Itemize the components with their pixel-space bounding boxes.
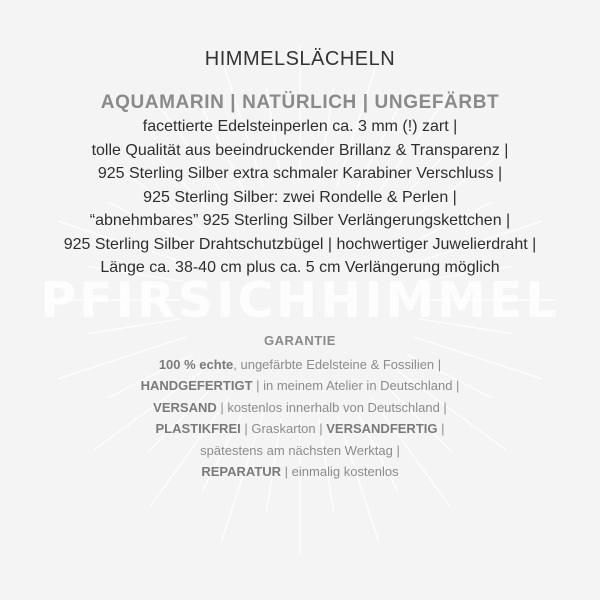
guarantee-title: GARANTIE <box>264 333 336 348</box>
guarantee-keyword: 100 % echte <box>158 356 234 372</box>
guarantee-keyword: REPARATUR <box>201 464 282 479</box>
product-description <box>0 92 600 280</box>
guarantee-text: | einmalig kostenlos <box>281 464 399 479</box>
guarantee-text: | Graskarton | <box>240 421 327 436</box>
guarantee-line <box>0 461 600 483</box>
guarantee-section <box>0 330 600 483</box>
guarantee-keyword: VERSANDFERTIG <box>326 421 438 436</box>
description-line: tolle Qualität aus beeindruckender Brillanz & Transparenz | <box>91 141 509 159</box>
description-line: 925 Sterling Silber: zwei Rondelle & Perlen | <box>143 188 457 206</box>
guarantee-text: | <box>437 421 445 436</box>
guarantee-line <box>0 375 600 397</box>
brand-name: HIMMELSLÄCHELN <box>204 48 396 70</box>
guarantee-keyword: VERSAND <box>153 399 217 415</box>
guarantee-keyword: PLASTIKFREI <box>155 421 241 436</box>
guarantee-text: spätestens am nächsten Werktag | <box>200 442 400 458</box>
description-line: facettierte Edelsteinperlen ca. 3 mm (!) zart | <box>142 118 458 135</box>
guarantee-line <box>0 397 600 419</box>
guarantee-keyword: HANDGEFERTIGT <box>140 378 253 393</box>
guarantee-text: | kostenlos innerhalb von Deutschland | <box>216 399 447 415</box>
guarantee-text: | in meinem Atelier in Deutschland | <box>252 378 460 393</box>
guarantee-line <box>0 440 600 462</box>
description-line: Länge ca. 38-40 cm plus ca. 5 cm Verlängerung möglich <box>100 259 500 276</box>
guarantee-text: , ungefärbte Edelsteine & Fossilien | <box>233 356 442 372</box>
guarantee-line <box>0 418 600 440</box>
guarantee-line <box>0 354 600 376</box>
description-line: 925 Sterling Silber extra schmaler Karabiner Verschluss | <box>97 165 503 182</box>
description-line: “abnehmbares” 925 Sterling Silber Verlängerungskettchen | <box>89 212 511 229</box>
product-heading: AQUAMARIN | NATÜRLICH | UNGEFÄRBT <box>100 92 500 113</box>
watermark-logo: PFIRSICHHIMMEL <box>40 272 560 329</box>
description-line: 925 Sterling Silber Drahtschutzbügel | hochwertiger Juwelierdraht | <box>63 235 537 253</box>
